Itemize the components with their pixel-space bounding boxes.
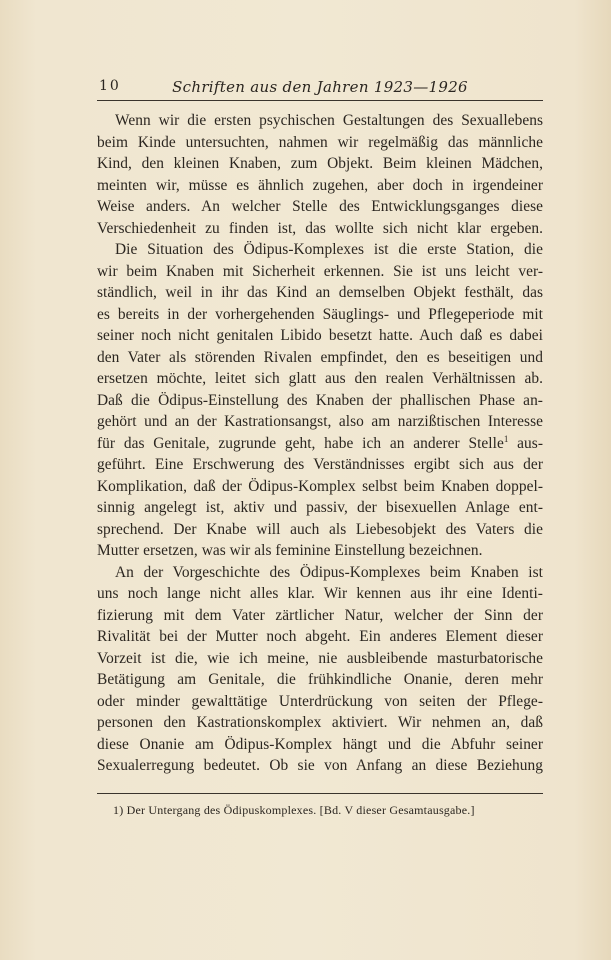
text-line: fizierung mit dem Vater zärtlicher Natur, welcher der Sinn der: [97, 606, 543, 624]
text-line: Betätigung am Genitale, die frühkindliche Onanie, deren mehr: [97, 671, 543, 688]
running-title: Schriften aus den Jahren 1923—1926: [172, 78, 468, 96]
page-number: 10: [99, 78, 121, 94]
text-line: wir beim Knaben mit Sicherheit erkennen. Sie ist uns leicht ver-: [97, 262, 543, 280]
text-line: personen den Kastrationskomplex aktiviert. Wir nehmen an, daß: [97, 714, 543, 731]
text-line: beim Kinde untersuchten, nahmen wir regelmäßig das männliche: [97, 133, 543, 151]
footnote-reference[interactable]: 1: [503, 433, 509, 444]
text-line: meinten wir, müsse es ähnlich zugehen, aber doch in irgendeiner: [97, 176, 543, 194]
page-header: [97, 78, 543, 101]
text-line: Mutter ersetzen, was wir als feminine Einstellung bezeichnen.: [97, 542, 483, 559]
text-line: Wenn wir die ersten psychischen Gestaltungen des Sexuallebens: [115, 112, 543, 129]
main-text: [97, 110, 543, 777]
text-line: gehört und an der Kastrationsangst, also am narzißtischen Interesse: [97, 413, 543, 430]
text-line: Verschiedenheit zu finden ist, das wollte sich nicht klar ergeben.: [97, 219, 543, 237]
text-line: ersetzen möchte, leitet sich glatt aus den realen Verhältnissen ab.: [97, 370, 543, 387]
footnote: 1) Der Untergang des Ödipuskomplexes. [Bd. V dieser Gesamtausgabe.]: [113, 803, 475, 817]
text-segment: aus-: [508, 434, 543, 452]
text-line: uns noch lange nicht alles klar. Wir kennen aus ihr eine Identi-: [97, 585, 543, 602]
text-line: den Vater als störenden Rivalen empfindet, den es beseitigen und: [97, 348, 543, 366]
text-line: Die Situation des Ödipus-Komplexes ist die erste Station, die: [115, 241, 543, 258]
text-line: Vorzeit ist die, wie ich meine, nie ausbleibende masturbatorische: [97, 649, 543, 667]
text-line: An der Vorgeschichte des Ödipus-Komplexes beim Knaben ist: [115, 563, 543, 581]
text-line: Rivalität bei der Mutter noch abgeht. Ein anderes Element dieser: [97, 628, 543, 645]
text-line: sinnig angelegt ist, aktiv und passiv, der bisexuellen Anlage ent-: [97, 499, 543, 516]
text-line: diese Onanie am Ödipus-Komplex hängt und die Abfuhr seiner: [97, 735, 543, 753]
text-line: ständlich, weil in ihr das Kind an demselben Objekt festhält, das: [97, 284, 543, 301]
footnote-divider: [97, 793, 543, 794]
text-line: Komplikation, daß der Ödipus-Komplex selbst beim Knaben doppel-: [97, 477, 543, 495]
text-line: Sexualerregung bedeutet. Ob sie von Anfang an diese Beziehung: [97, 757, 543, 774]
text-line: oder minder gewalttätige Unterdrückung von seiten der Pflege-: [97, 692, 543, 710]
text-line-with-footnote: [97, 433, 543, 455]
text-line: seiner noch nicht genitalen Libido besetzt hatte. Auch daß es dabei: [97, 327, 543, 344]
text-line: es bereits in der vorhergehenden Säuglings- und Pflegeperiode mit: [97, 305, 543, 323]
text-line: Kind, den kleinen Knaben, zum Objekt. Beim kleinen Mädchen,: [97, 155, 543, 172]
text-line: sprechend. Der Knabe will auch als Liebesobjekt des Vaters die: [97, 520, 543, 538]
text-line: geführt. Eine Erschwerung des Verständnisses ergibt sich aus der: [97, 456, 543, 473]
text-line: Daß die Ödipus-Einstellung des Knaben der phallischen Phase an-: [97, 391, 543, 409]
text-segment: für das Genitale, zugrunde geht, habe ich an anderer Stelle: [97, 434, 504, 452]
text-line: Weise anders. An welcher Stelle des Entwicklungsganges diese: [97, 198, 543, 215]
